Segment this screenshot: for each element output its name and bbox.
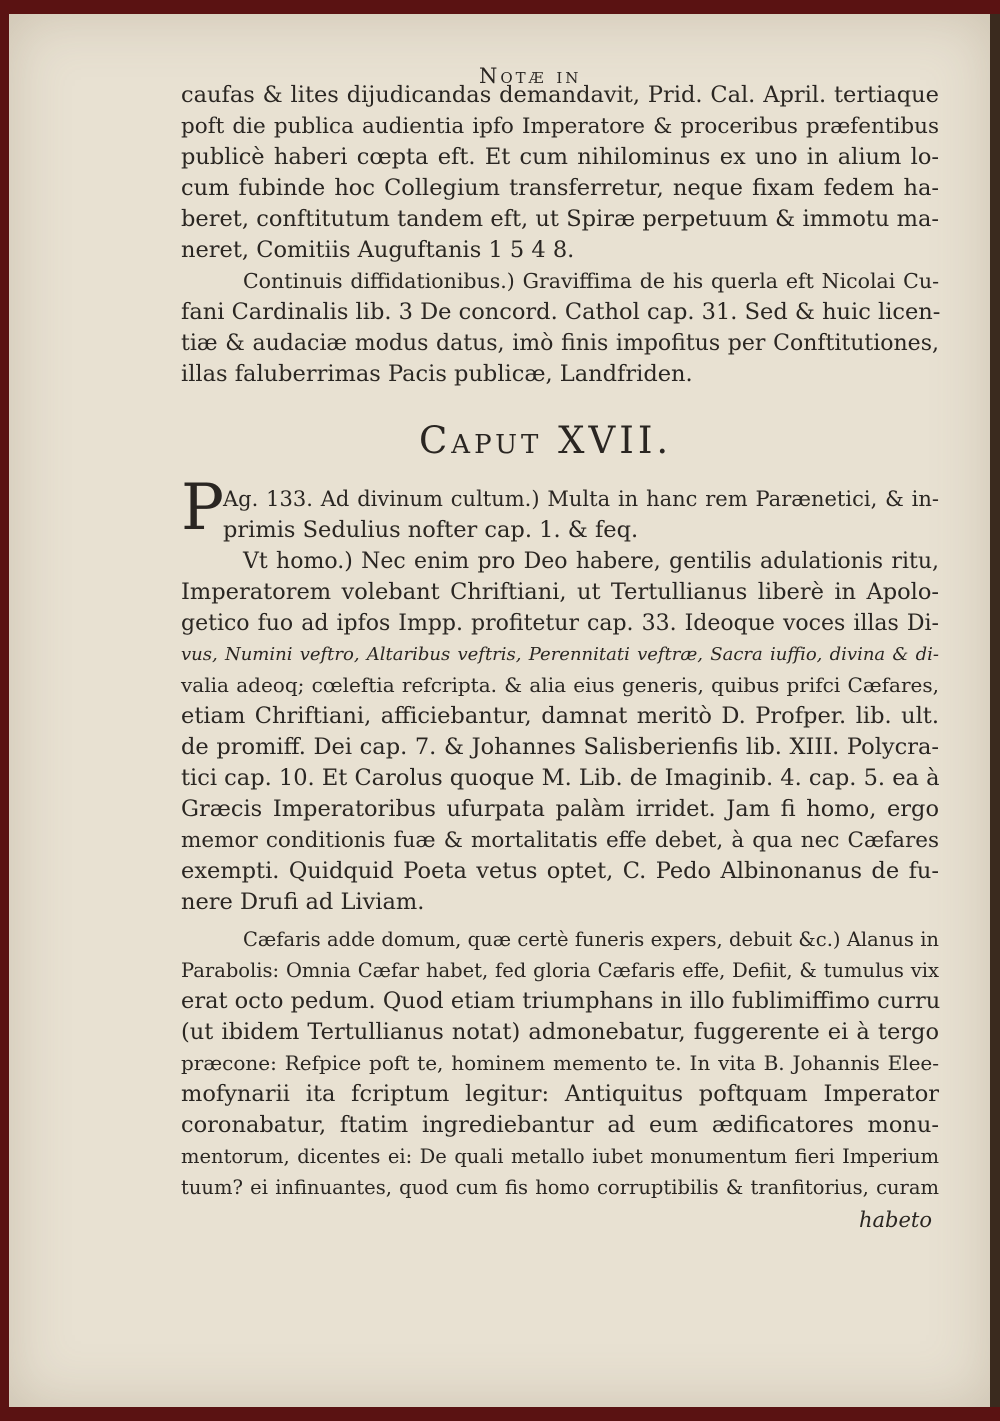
text-line: exempti. Quidquid Poeta vetus optet, C. Pedo Albinonanus de fu- (181, 858, 939, 884)
text-line: valia adeoq; cœleftia refcripta. & alia eius generis, quibus prifci Cæfares, (181, 673, 939, 697)
text-line: coronabatur, ftatim ingrediebantur ad eum ædificatores monu- (181, 1112, 939, 1138)
running-head: Notæ in (479, 64, 582, 88)
text-line: nere Drufi ad Liviam. (181, 889, 425, 915)
text-line: vus, Numini veftro, Altaribus veftris, Perennitati veftræ, Sacra iuffio, divina & di- (181, 644, 939, 665)
page-edge (990, 14, 1000, 1407)
catchword: habeto (859, 1208, 932, 1232)
section-title: Caput XVII. (419, 419, 673, 462)
text-line: cum fubinde hoc Collegium transferretur, neque fixam fedem ha- (181, 175, 939, 201)
drop-cap: P (181, 471, 225, 545)
text-line: caufas & lites dijudicandas demandavit, Prid. Cal. April. tertiaque (181, 82, 939, 108)
book-page (9, 14, 992, 1407)
text-line: mentorum, dicentes ei: De quali metallo iubet monumentum fieri Imperium (181, 1145, 939, 1168)
text-line: Imperatorem volebant Chriftiani, ut Tertullianus liberè in Apolo- (181, 579, 939, 605)
text-line: tuum? ei infinuantes, quod cum fis homo corruptibilis & tranfitorius, curam (181, 1176, 939, 1199)
text-line: illas faluberrimas Pacis publicæ, Landfriden. (181, 361, 693, 387)
text-line: publicè haberi cœpta eft. Et cum nihilominus ex uno in alium lo- (181, 144, 939, 170)
text-line: Continuis diffidationibus.) Graviffima de his querla eft Nicolai Cu- (243, 269, 939, 293)
text-line: tici cap. 10. Et Carolus quoque M. Lib. de Imaginib. 4. cap. 5. ea à (181, 765, 940, 791)
text-line: memor conditionis fuæ & mortalitatis effe debet, à qua nec Cæfares (181, 828, 939, 853)
text-line: Vt homo.) Nec enim pro Deo habere, gentilis adulationis ritu, (243, 549, 939, 574)
text-line: Cæfaris adde domum, quæ certè funeris expers, debuit &c.) Alanus in (243, 928, 939, 951)
text-line: beret, conftitutum tandem eft, ut Spiræ perpetuum & immotu ma- (181, 206, 939, 232)
text-line: præcone: Refpice poft te, hominem memento te. In vita B. Johannis Elee- (181, 1051, 939, 1075)
text-line: (ut ibidem Tertullianus notat) admonebatur, fuggerente ei à tergo (181, 1019, 939, 1045)
text-line: Græcis Imperatoribus ufurpata palàm irridet. Jam fi homo, ergo (181, 796, 939, 822)
text-line: primis Sedulius nofter cap. 1. & feq. (223, 517, 639, 543)
text-line: fani Cardinalis lib. 3 De concord. Cathol cap. 31. Sed & huic licen- (181, 299, 941, 325)
text-line: tiæ & audaciæ modus datus, imò finis impofitus per Conftitutiones, (181, 331, 939, 356)
text-line: mofynarii ita fcriptum legitur: Antiquitus poftquam Imperator (181, 1081, 939, 1107)
text-line: etiam Chriftiani, afficiebantur, damnat meritò D. Profper. lib. ult. (181, 703, 939, 729)
text-line: Ag. 133. Ad divinum cultum.) Multa in hanc rem Parænetici, & in- (223, 487, 939, 511)
text-line: getico fuo ad ipfos Impp. profitetur cap. 33. Ideoque voces illas Di- (181, 611, 939, 636)
text-line: Parabolis: Omnia Cæfar habet, fed gloria Cæfaris effe, Defiit, & tumulus vix (181, 959, 939, 982)
text-line: erat octo pedum. Quod etiam triumphans in illo fublimiffimo curru (181, 988, 941, 1014)
text-line: poft die publica audientia ipfo Imperatore & proceribus præfentibus (181, 114, 939, 139)
text-line: de promiff. Dei cap. 7. & Johannes Salisberienfis lib. XIII. Polycra- (181, 734, 939, 760)
text-line: neret, Comitiis Auguftanis 1 5 4 8. (181, 237, 575, 263)
